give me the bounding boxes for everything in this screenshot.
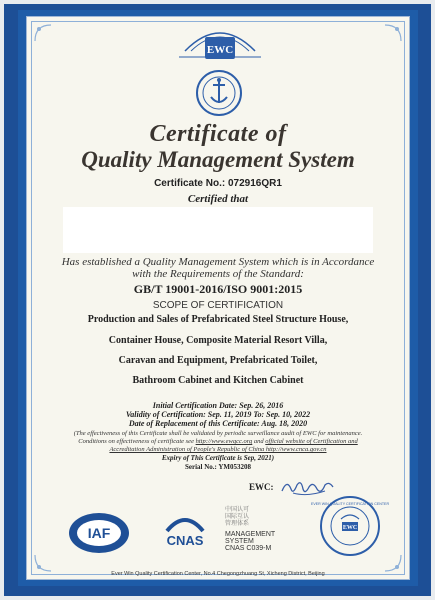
certified-that-text: Certified that xyxy=(187,193,249,205)
svg-text:EWC: EWC xyxy=(342,525,358,531)
certificate-number xyxy=(27,178,409,189)
certificate-title-line1: Certificate of xyxy=(149,121,287,147)
note-text: and xyxy=(252,438,266,445)
iaf-badge xyxy=(67,511,131,555)
cnas-cn-line: 国际互认 xyxy=(225,514,250,520)
certification-dates xyxy=(27,401,409,428)
svg-text:IAF: IAF xyxy=(87,525,111,541)
cnas-info xyxy=(225,507,305,552)
certificate-number-label: Certificate No.: xyxy=(154,178,226,189)
signature-label: EWC: xyxy=(249,482,274,492)
ewc-logo xyxy=(175,21,265,67)
standard-name: GB/T 19001-2016/ISO 9001:2015 xyxy=(133,282,303,296)
serial-value: YM053208 xyxy=(218,463,252,471)
cnca-link[interactable]: Accreditation Administration of People's Republic of China http://www.cnca.gov.cn xyxy=(109,446,327,453)
serial-number xyxy=(27,463,409,471)
initial-certification-date: Initial Certification Date: Sep. 26, 2016 xyxy=(152,401,284,410)
scope-line: Production and Sales of Prefabricated Steel Structure House, xyxy=(87,314,349,325)
cnca-link-text[interactable]: official website of Certification and xyxy=(265,438,358,445)
effectiveness-notes xyxy=(27,430,409,454)
replacement-date: Date of Replacement of this Certificate: Aug. 18, 2020 xyxy=(128,419,308,428)
svg-text:EVER WIN QUALITY CERTIFICATION: EVER WIN QUALITY CERTIFICATION CENTER xyxy=(310,502,390,506)
establishment-line2: with the Requirements of the Standard: xyxy=(132,268,304,280)
certificate-paper xyxy=(26,16,410,580)
svg-text:CNAS: CNAS xyxy=(166,533,204,548)
cnas-cn-line: 中国认可 xyxy=(225,507,250,513)
expiry-notice: Expiry of This Certificate is Sep, 2021) xyxy=(161,454,275,462)
certificate-title-line2: Quality Management System xyxy=(81,147,355,172)
note-line3 xyxy=(27,446,409,454)
establishment-statement xyxy=(27,256,409,280)
svg-text:EWC: EWC xyxy=(206,44,234,56)
cnas-line1: MANAGEMENT SYSTEM xyxy=(225,531,276,545)
corner-ornament-icon xyxy=(383,553,403,573)
anchor-emblem-icon xyxy=(195,69,243,117)
ewc-seal-stamp xyxy=(310,495,390,557)
corner-ornament-icon xyxy=(33,553,53,573)
scope-heading: SCOPE OF CERTIFICATION xyxy=(152,300,284,311)
certification-center-address: Ever Win Quality Certification Center, No.4 Chegongzhuang St, Xicheng District, Beijing xyxy=(111,571,325,577)
cnas-cn-line: 管理体系 xyxy=(225,521,250,527)
validity-period: Validity of Certification: Sep. 11, 2019 To: Sep. 10, 2022 xyxy=(125,410,311,419)
ewqcc-link[interactable]: http://www.ewqcc.org xyxy=(195,438,253,445)
redacted-company-area xyxy=(63,207,373,253)
scope-line: Container House, Composite Material Resort Villa, xyxy=(108,335,328,346)
cnas-line2: CNAS C039-M xyxy=(225,545,272,552)
establishment-line1: Has established a Quality Management System which is in Accordance xyxy=(61,256,375,268)
note-line2 xyxy=(27,438,409,446)
cnas-badge xyxy=(157,513,213,551)
note-line1: (The effectiveness of this Certificate shall be validated by periodic surveillance audit of EWC for maintenance. xyxy=(73,430,363,437)
serial-label: Serial No.: xyxy=(184,463,217,471)
corner-ornament-icon xyxy=(383,23,403,43)
scope-line: Bathroom Cabinet and Kitchen Cabinet xyxy=(132,375,304,386)
corner-ornament-icon xyxy=(33,23,53,43)
certificate-number-value: 072916QR1 xyxy=(227,178,282,189)
note-text: Conditions on effectiveness of certificate see xyxy=(78,438,196,445)
scope-line: Caravan and Equipment, Prefabricated Toilet, xyxy=(118,355,318,366)
